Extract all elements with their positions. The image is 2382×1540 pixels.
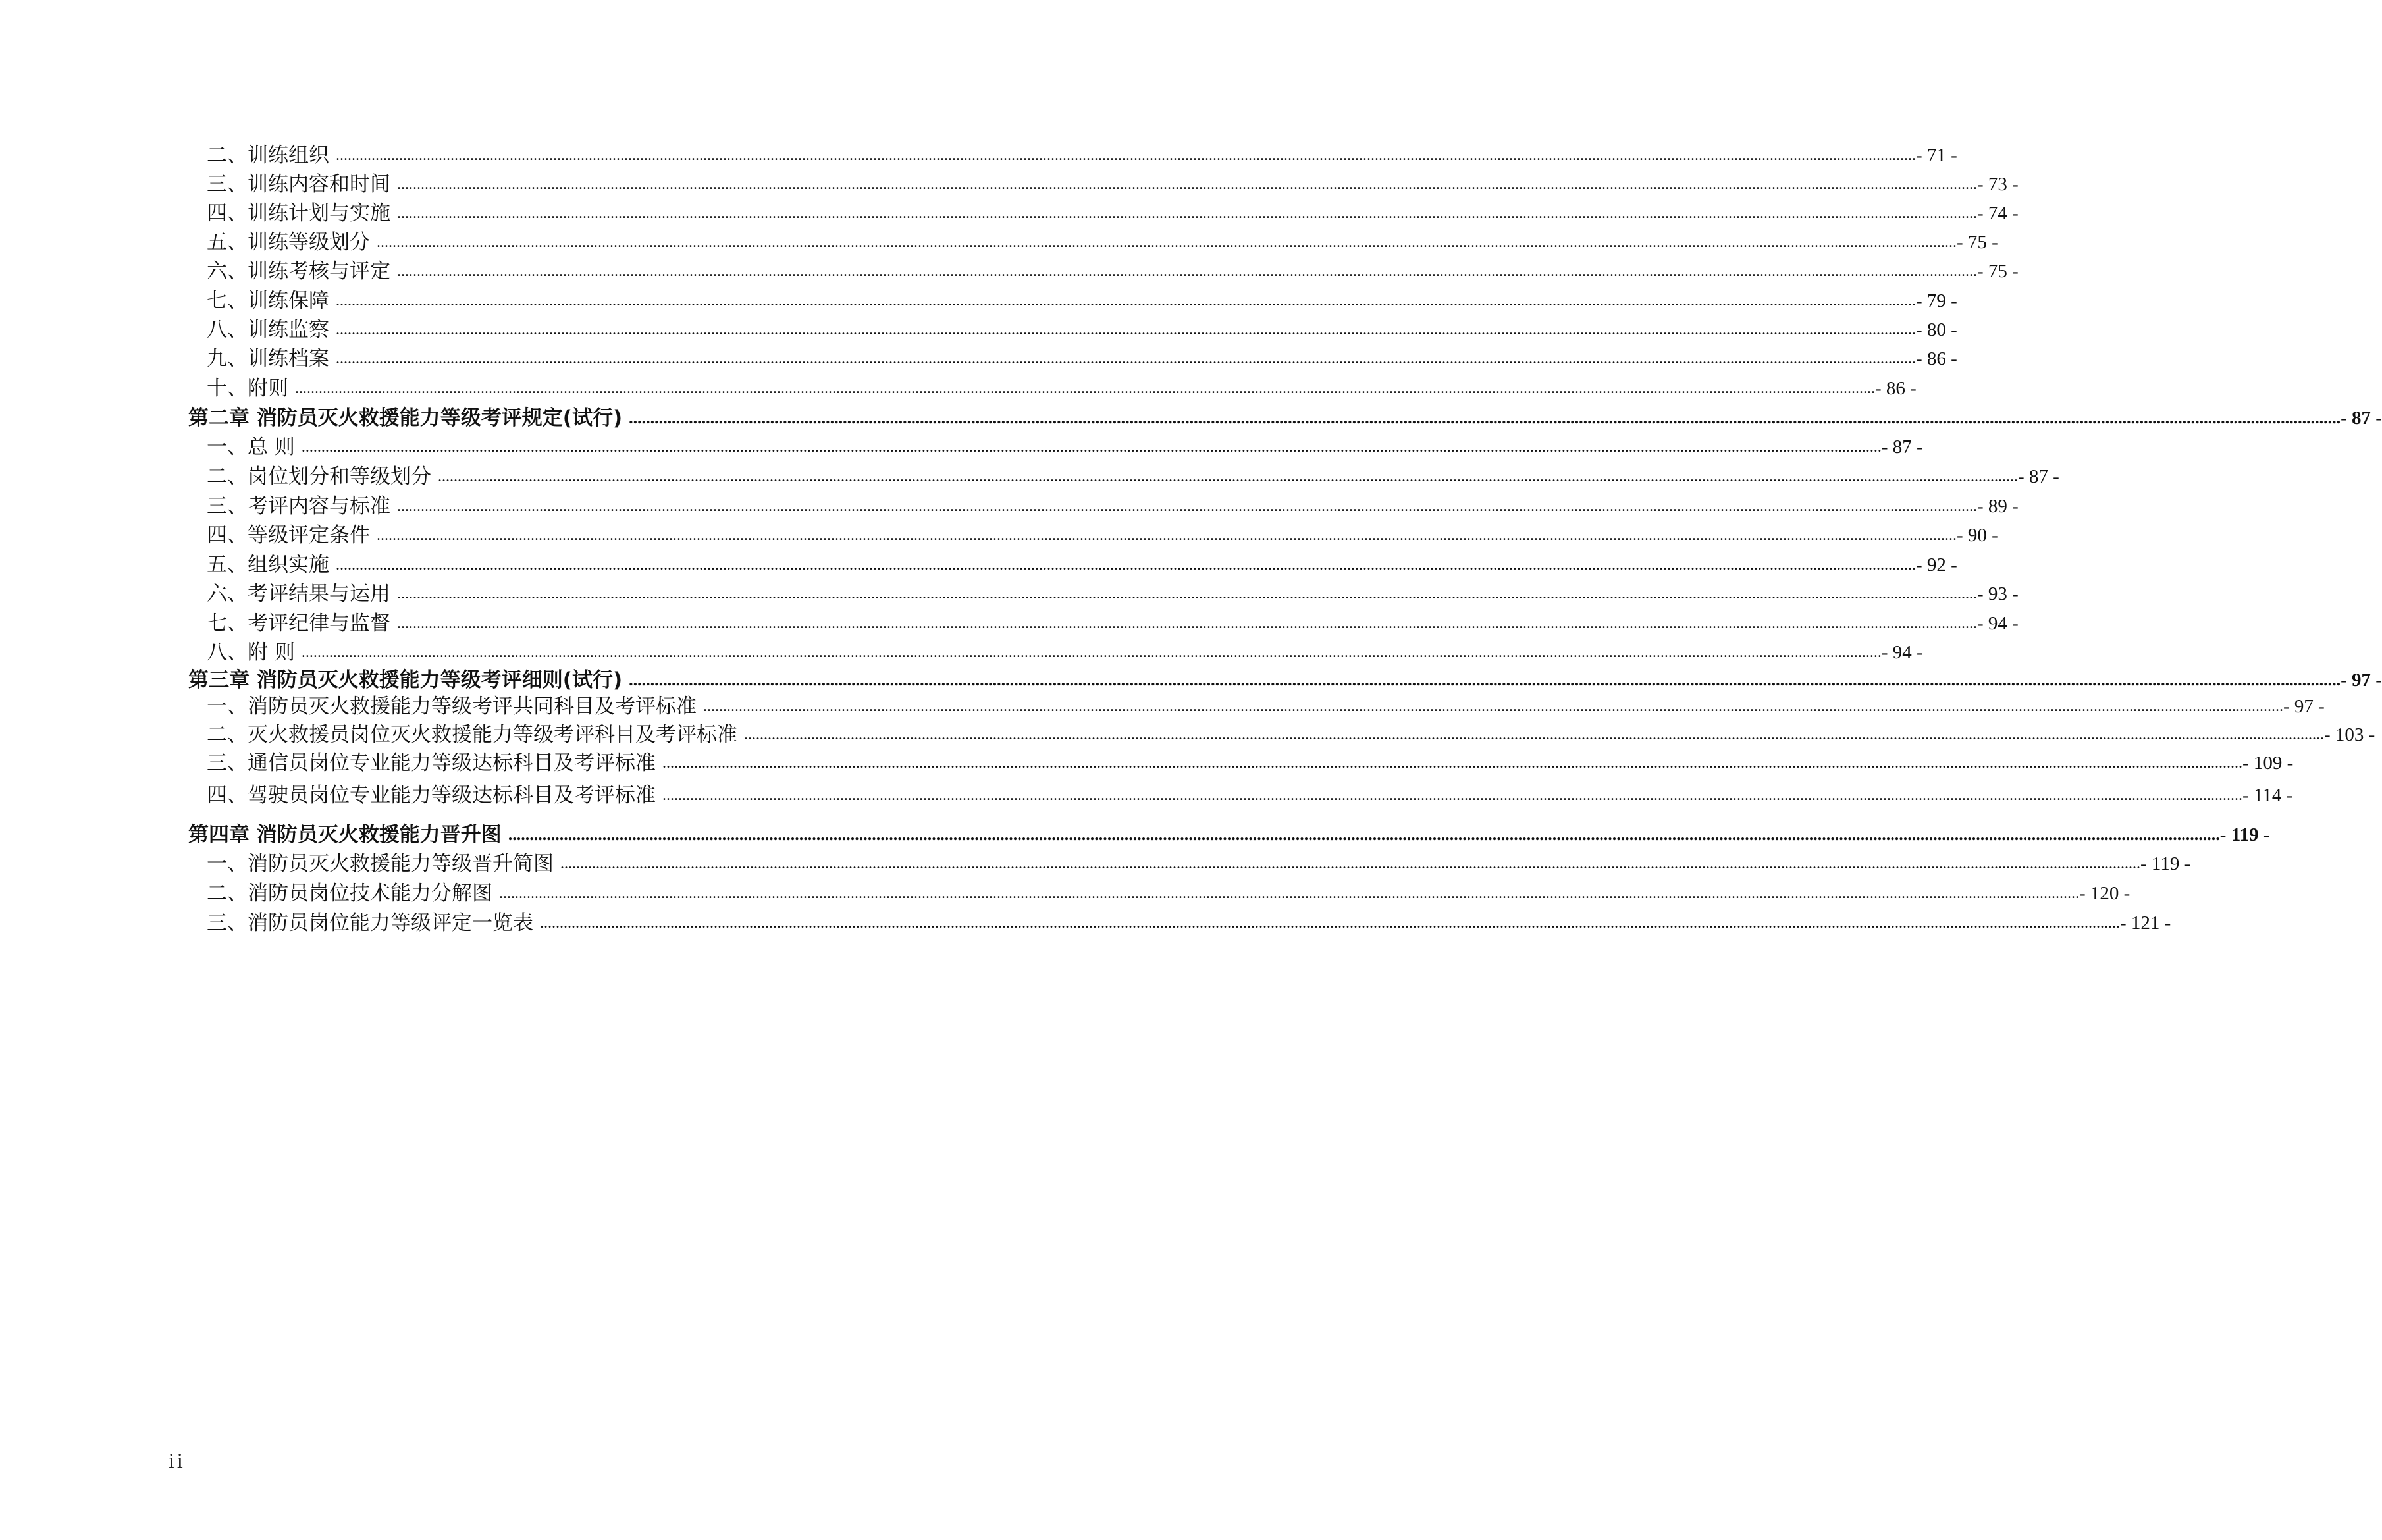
toc-entry[interactable] <box>188 910 2171 936</box>
toc-entry-page: - 75 - <box>1977 261 2019 282</box>
toc-chapter-entry[interactable] <box>188 405 2382 431</box>
toc-entry-title: 一、消防员灭火救援能力等级晋升简图 <box>207 852 554 876</box>
dot-leader: ................................................................................................................................................................................................................................................................................................................................................................................................................ <box>438 468 2018 485</box>
toc-entry-title: 五、训练等级划分 <box>207 230 370 254</box>
toc-entry-title: 三、考评内容与标准 <box>207 494 390 518</box>
toc-entry-title: 七、考评纪律与监督 <box>207 612 390 635</box>
toc-entry-title: 八、附 则 <box>207 641 295 664</box>
toc-entry-title: 三、消防员岗位能力等级评定一览表 <box>207 911 533 935</box>
toc-chapter-page: - 87 - <box>2341 408 2382 429</box>
toc-entry-title: 二、消防员岗位技术能力分解图 <box>207 882 492 905</box>
toc-entry[interactable] <box>188 317 1957 343</box>
toc-entry[interactable] <box>188 639 1923 666</box>
toc-entry-page: - 114 - <box>2242 785 2293 806</box>
toc-entry[interactable] <box>188 346 1957 372</box>
dot-leader: ................................................................................................................................................................................................................................................................................................................................................................................................................ <box>703 698 2283 715</box>
toc-entry-title: 一、消防员灭火救援能力等级考评共同科目及考评标准 <box>207 695 697 718</box>
toc-entry-page: - 121 - <box>2120 913 2171 934</box>
dot-leader: ................................................................................................................................................................................................................................................................................................................................................................................................................ <box>397 615 1977 632</box>
toc-entry[interactable] <box>188 522 1998 548</box>
dot-leader: ................................................................................................................................................................................................................................................................................................................................................................................................................ <box>295 380 1875 397</box>
toc-entry-title: 八、训练监察 <box>207 318 329 342</box>
toc-entry[interactable] <box>188 552 1957 578</box>
toc-entry-page: - 119 - <box>2140 853 2191 874</box>
toc-entry-page: - 71 - <box>1916 145 1957 166</box>
toc-entry[interactable] <box>188 288 1957 314</box>
dot-leader: ................................................................................................................................................................................................................................................................................................................................................................................................................ <box>301 438 1882 456</box>
toc-entry[interactable] <box>188 375 1917 402</box>
toc-entry[interactable] <box>188 493 2019 519</box>
dot-leader: ................................................................................................................................................................................................................................................................................................................................................................................................................ <box>377 527 1957 544</box>
toc-entry[interactable] <box>188 200 2019 226</box>
toc-entry[interactable] <box>188 258 2019 284</box>
toc-entry[interactable] <box>188 171 2019 198</box>
dot-leader: ................................................................................................................................................................................................................................................................................................................................................................................................................ <box>629 670 2341 689</box>
toc-chapter-title: 第四章 消防员灭火救援能力晋升图 <box>188 823 502 847</box>
toc-entry-page: - 86 - <box>1916 348 1957 369</box>
toc-chapter-page: - 119 - <box>2219 824 2270 845</box>
toc-chapter-page: - 97 - <box>2341 670 2382 691</box>
dot-leader: ................................................................................................................................................................................................................................................................................................................................................................................................................ <box>336 321 1916 338</box>
dot-leader: ................................................................................................................................................................................................................................................................................................................................................................................................................ <box>397 205 1977 222</box>
toc-entry-page: - 86 - <box>1875 378 1917 399</box>
toc-entry-page: - 79 - <box>1916 290 1957 311</box>
toc-entry-title: 二、岗位划分和等级划分 <box>207 465 431 489</box>
page-number: ii <box>169 1448 186 1472</box>
toc-entry-page: - 109 - <box>2242 753 2294 774</box>
toc-entry-title: 十、附则 <box>207 377 288 400</box>
toc-entry[interactable] <box>188 750 2294 776</box>
toc-entry-title: 六、考评结果与运用 <box>207 582 390 606</box>
dot-leader: ................................................................................................................................................................................................................................................................................................................................................................................................................ <box>397 585 1977 602</box>
dot-leader: ................................................................................................................................................................................................................................................................................................................................................................................................................ <box>540 915 2120 932</box>
toc-entry[interactable] <box>188 434 1923 460</box>
toc-chapter-title: 第二章 消防员灭火救援能力等级考评规定(试行) <box>188 406 623 430</box>
toc-entry-page: - 90 - <box>1957 525 1998 546</box>
toc-entry-title: 四、驾驶员岗位专业能力等级达标科目及考评标准 <box>207 783 656 807</box>
dot-leader: ................................................................................................................................................................................................................................................................................................................................................................................................................ <box>336 556 1916 573</box>
toc-entry[interactable] <box>188 610 2019 637</box>
dot-leader: ................................................................................................................................................................................................................................................................................................................................................................................................................ <box>560 855 2140 872</box>
toc-entry[interactable] <box>188 464 2059 490</box>
dot-leader: ................................................................................................................................................................................................................................................................................................................................................................................................................ <box>744 726 2324 743</box>
toc-entry-page: - 103 - <box>2324 724 2375 745</box>
toc-entry-page: - 80 - <box>1916 319 1957 340</box>
toc-entry-title: 七、训练保障 <box>207 289 329 313</box>
toc-entry-page: - 94 - <box>1881 642 1923 663</box>
toc-entry[interactable] <box>188 142 1957 169</box>
dot-leader: ................................................................................................................................................................................................................................................................................................................................................................................................................ <box>397 498 1977 515</box>
toc-entry-page: - 120 - <box>2079 883 2131 904</box>
toc-entry-page: - 87 - <box>1881 437 1923 458</box>
toc-entry-title: 四、训练计划与实施 <box>207 201 390 225</box>
toc-chapter-entry[interactable] <box>188 667 2382 693</box>
dot-leader: ................................................................................................................................................................................................................................................................................................................................................................................................................ <box>301 644 1882 661</box>
dot-leader: ................................................................................................................................................................................................................................................................................................................................................................................................................ <box>336 350 1916 367</box>
toc-chapter-title: 第三章 消防员灭火救援能力等级考评细则(试行) <box>188 668 623 692</box>
toc-entry[interactable] <box>188 722 2375 748</box>
toc-entry[interactable] <box>188 581 2019 607</box>
toc-entry-title: 二、灭火救援员岗位灭火救援能力等级考评科目及考评标准 <box>207 723 737 747</box>
dot-leader: ................................................................................................................................................................................................................................................................................................................................................................................................................ <box>397 176 1977 193</box>
toc-entry-page: - 92 - <box>1916 554 1957 575</box>
dot-leader: ................................................................................................................................................................................................................................................................................................................................................................................................................ <box>336 292 1916 309</box>
toc-entry[interactable] <box>188 880 2131 907</box>
toc-entry-page: - 94 - <box>1977 613 2019 634</box>
dot-leader: ................................................................................................................................................................................................................................................................................................................................................................................................................ <box>377 234 1957 251</box>
dot-leader: ................................................................................................................................................................................................................................................................................................................................................................................................................ <box>336 147 1916 164</box>
toc-entry[interactable] <box>188 693 2325 720</box>
toc-entry-title: 四、等级评定条件 <box>207 523 370 547</box>
dot-leader: ................................................................................................................................................................................................................................................................................................................................................................................................................ <box>499 885 2079 902</box>
toc-entry-title: 三、训练内容和时间 <box>207 173 390 196</box>
toc-entry-title: 六、训练考核与评定 <box>207 259 390 283</box>
toc-entry-page: - 89 - <box>1977 496 2019 517</box>
toc-entry[interactable] <box>188 229 1998 255</box>
toc-entry[interactable] <box>188 851 2191 877</box>
dot-leader: ................................................................................................................................................................................................................................................................................................................................................................................................................ <box>662 755 2242 772</box>
dot-leader: ................................................................................................................................................................................................................................................................................................................................................................................................................ <box>662 787 2242 804</box>
toc-entry-title: 五、组织实施 <box>207 553 329 577</box>
dot-leader: ................................................................................................................................................................................................................................................................................................................................................................................................................ <box>397 263 1977 280</box>
dot-leader: ................................................................................................................................................................................................................................................................................................................................................................................................................ <box>508 825 2220 844</box>
toc-entry-title: 九、训练档案 <box>207 347 329 371</box>
toc-entry-page: - 97 - <box>2283 696 2325 717</box>
toc-entry-title: 二、训练组织 <box>207 144 329 167</box>
toc-entry-page: - 73 - <box>1977 174 2019 195</box>
toc-entry-title: 三、通信员岗位专业能力等级达标科目及考评标准 <box>207 751 656 775</box>
toc-entry[interactable] <box>188 782 2293 809</box>
toc-entry-page: - 75 - <box>1957 232 1998 253</box>
toc-chapter-entry[interactable] <box>188 822 2270 848</box>
toc-entry-page: - 74 - <box>1977 203 2019 224</box>
toc-entry-page: - 93 - <box>1977 583 2019 604</box>
toc-entry-title: 一、总 则 <box>207 435 295 459</box>
dot-leader: ................................................................................................................................................................................................................................................................................................................................................................................................................ <box>629 408 2341 427</box>
toc-entry-page: - 87 - <box>2018 466 2059 487</box>
